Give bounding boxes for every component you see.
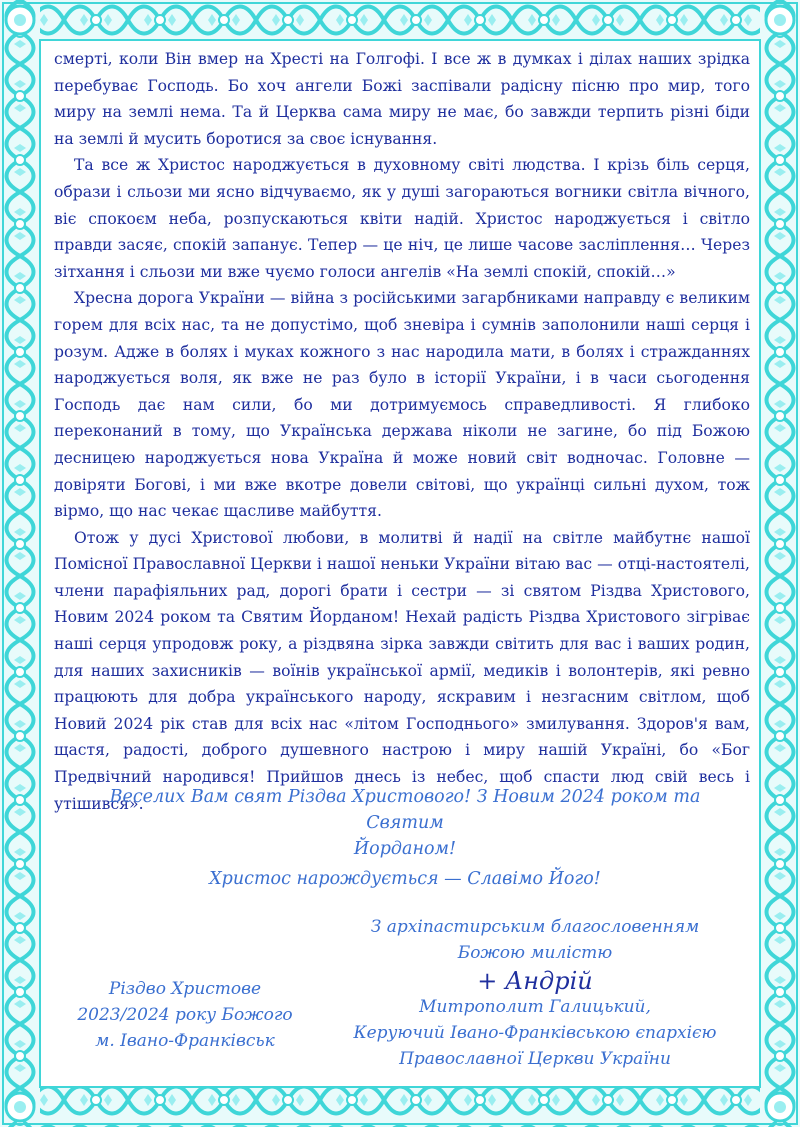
title-line-3: Православної Церкви України xyxy=(399,1049,671,1069)
greeting-line-2: Йорданом! xyxy=(353,839,457,859)
place-line: м. Івано-Франківськ xyxy=(95,1031,275,1051)
greeting-line-3: Христос нарождується — Славімо Його! xyxy=(209,869,601,889)
paragraph-2: Та все ж Христос народжується в духовному світі людства. І крізь біль серця, образи і сльози ми ясно відчуваємо, як у душі загораються вогники світла вічного, віє спокоєм неба, розпускаються квіти надій. Христос народжується і світло правди засяє, спокій запанує. Тепер — це ніч, це лише часове засліплення… Через зітхання і сльози ми вже чуємо голоси ангелів «На землі спокій, спокій…» xyxy=(54,156,750,281)
title-line-1: Митрополит Галицький, xyxy=(419,997,651,1017)
greeting-line-1: Веселих Вам свят Різдва Христового! З Новим 2024 роком та Святим xyxy=(109,787,701,833)
date-line-1: Різдво Христове xyxy=(108,979,262,999)
handwritten-signature: + Андрій xyxy=(477,967,593,995)
holiday-greeting xyxy=(80,784,730,892)
paragraph-3: Хресна дорога України — війна з російськими загарбниками направду є великим горем для всіх нас, та не допустімо, щоб зневіра і сумнів заполонили наші серця і розум. Адже в болях і муках кожного з нас народила мати, в болях і стражданнях народжується воля, як вже не раз було в історії України, і в часи сьогодення Господь дає нам сили, бо ми дотримуємось справедливості. Я глибоко переконаний в тому, що Українська держава ніколи не загине, бо під Божою десницею народжується нова Україна й може новий світ водночас. Головне — довіряти Богові, і ми вже вкотре довели світові, що українці сильні духом, тож вірмо, що нас чекає щасливе майбуття. xyxy=(54,289,750,521)
date-line-2: 2023/2024 року Божого xyxy=(77,1005,293,1025)
blessing-line-2: Божою милістю xyxy=(457,943,613,963)
paragraph-4: Отож у дусі Христової любови, в молитві й надії на світле майбутнє нашої Помісної Православної Церкви і нашої неньки України вітаю вас — отці-настоятелі, члени парафіяльних рад, дорогі брати і сестри — зі святом Різдва Христового, Новим 2024 роком та Святим Йорданом! Нехай радість Різдва Христового зігріває наші серця упродовж року, а різдвяна зірка завжди світить для вас і ваших родин, для наших захисників — воїнів української армії, медиків і волонтерів, які ревно працюють для добра українського народу, яскравим і незгасним світлом, щоб Новий 2024 рік став для всіх нас «літом Господнього» змилування. Здоров'я вам, щастя, радості, доброго душевного настрою і миру нашій Україні, бо «Бог Предвічний народився! Прийшов днесь із небес, щоб спасти люд свій весь і утішився». xyxy=(54,528,750,813)
paragraph-1: смерті, коли Він вмер на Хресті на Голгофі. І все ж в думках і ділах наших зрідка перебуває Господь. Бо хоч ангели Божі заспівали радісну пісню про мир, того миру на землі нема. Та й Церква сама миру не має, бо завжди терпить різні біди на землі й мусить боротися за своє існування. xyxy=(54,50,750,148)
title-line-2: Керуючий Івано-Франківською єпархією xyxy=(353,1023,717,1043)
blessing-signature-block xyxy=(340,914,730,1072)
letter-body xyxy=(54,46,750,817)
date-place-block xyxy=(40,976,330,1054)
blessing-line-1: З архіпастирським благословенням xyxy=(370,917,700,937)
